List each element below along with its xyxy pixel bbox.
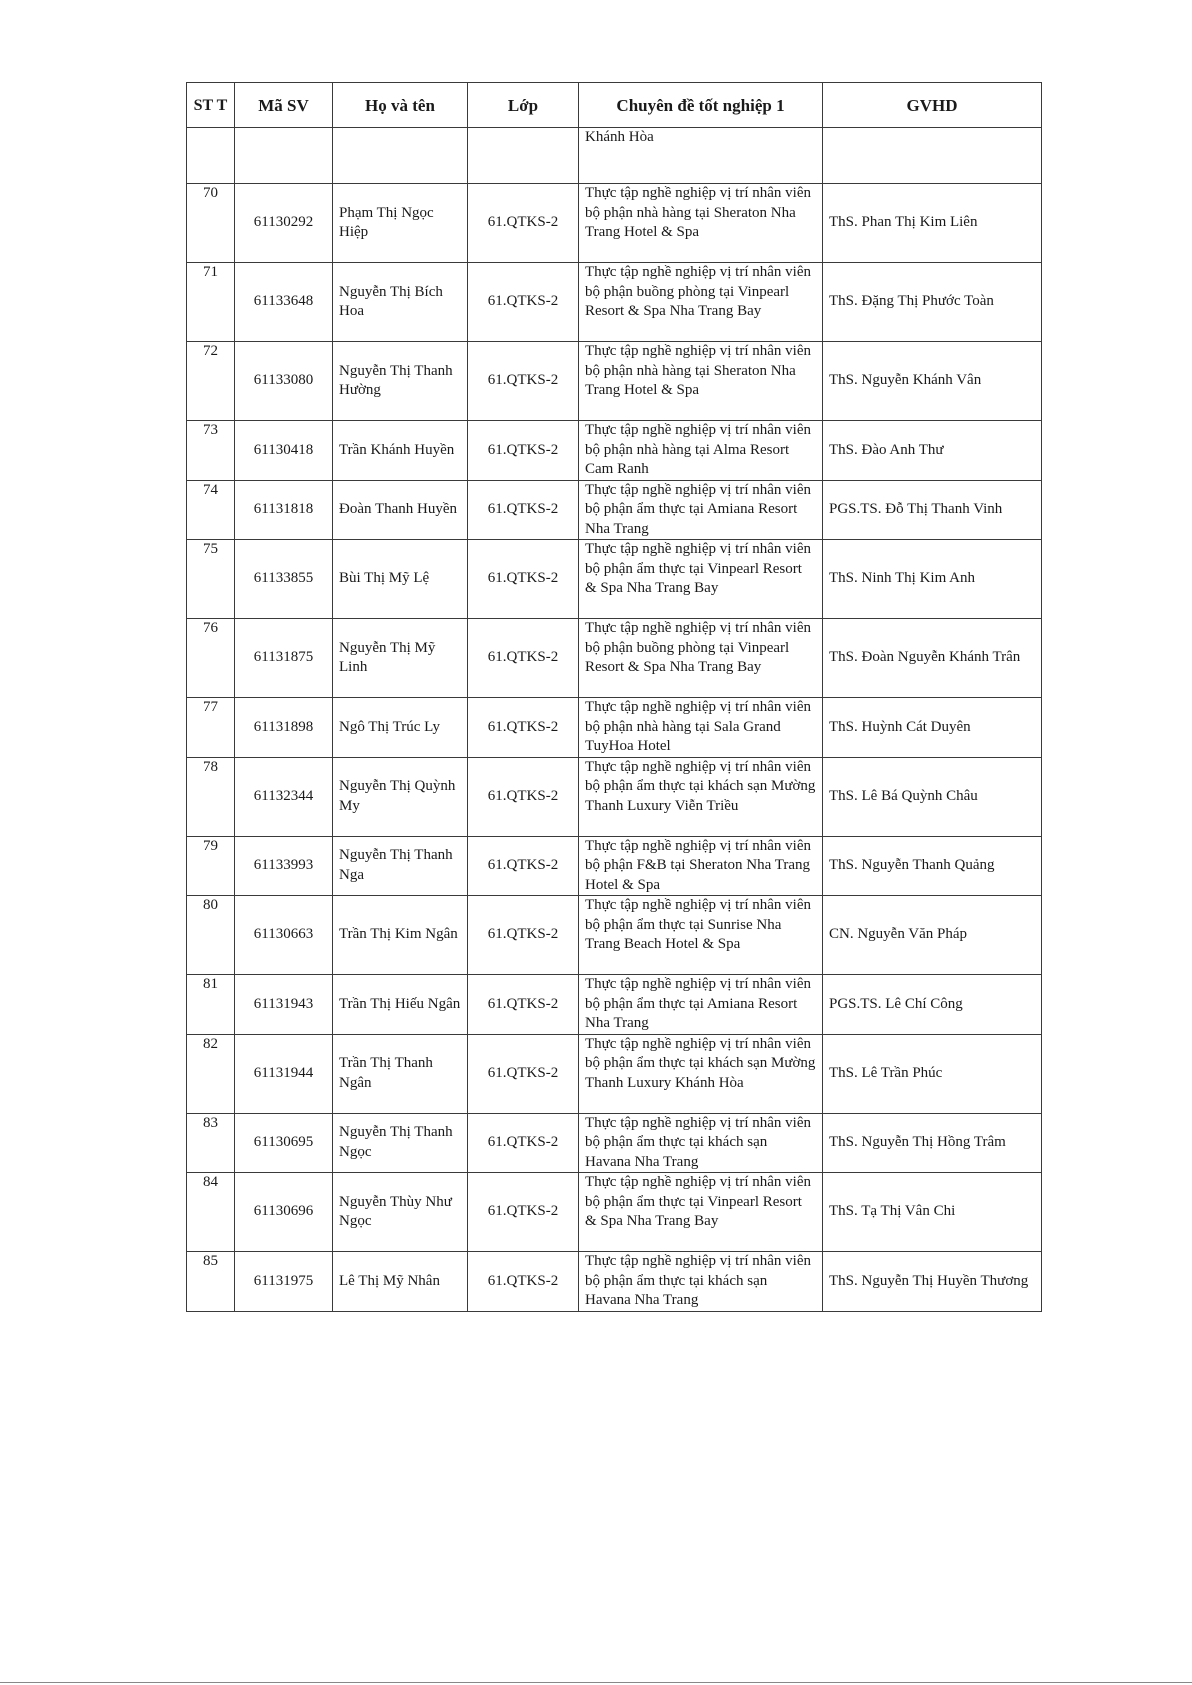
table-row bbox=[187, 480, 1042, 540]
header-lop: Lớp bbox=[468, 83, 579, 128]
chuyen-de-cell: Thực tập nghề nghiệp vị trí nhân viên bộ phận nhà hàng tại Sheraton Nha Trang Hotel & Spa bbox=[579, 184, 823, 263]
continuation-ho-ten bbox=[333, 128, 468, 184]
gvhd-cell: PGS.TS. Đỗ Thị Thanh Vinh bbox=[823, 480, 1042, 540]
header-row bbox=[187, 83, 1042, 128]
ho-ten-cell: Trần Thị Kim Ngân bbox=[333, 896, 468, 975]
ho-ten-cell: Nguyễn Thùy Như Ngọc bbox=[333, 1173, 468, 1252]
lop-cell: 61.QTKS-2 bbox=[468, 757, 579, 836]
lop-cell: 61.QTKS-2 bbox=[468, 896, 579, 975]
ho-ten-cell: Trần Thị Thanh Ngân bbox=[333, 1034, 468, 1113]
stt-cell: 83 bbox=[187, 1113, 235, 1173]
continuation-row bbox=[187, 128, 1042, 184]
ho-ten-cell: Đoàn Thanh Huyền bbox=[333, 480, 468, 540]
gvhd-cell: ThS. Phan Thị Kim Liên bbox=[823, 184, 1042, 263]
chuyen-de-cell: Thực tập nghề nghiệp vị trí nhân viên bộ phận ẩm thực tại khách sạn Mường Thanh Luxury Khánh Hòa bbox=[579, 1034, 823, 1113]
header-ho-ten: Họ và tên bbox=[333, 83, 468, 128]
stt-cell: 77 bbox=[187, 698, 235, 758]
lop-cell: 61.QTKS-2 bbox=[468, 184, 579, 263]
gvhd-cell: ThS. Nguyễn Thị Hồng Trâm bbox=[823, 1113, 1042, 1173]
stt-cell: 78 bbox=[187, 757, 235, 836]
ma-sv-cell: 61131875 bbox=[235, 619, 333, 698]
table-row bbox=[187, 421, 1042, 481]
continuation-ma-sv bbox=[235, 128, 333, 184]
stt-cell: 82 bbox=[187, 1034, 235, 1113]
continuation-topic: Khánh Hòa bbox=[579, 128, 823, 184]
gvhd-cell: ThS. Ninh Thị Kim Anh bbox=[823, 540, 1042, 619]
ma-sv-cell: 61130418 bbox=[235, 421, 333, 481]
gvhd-cell: ThS. Đào Anh Thư bbox=[823, 421, 1042, 481]
chuyen-de-cell: Thực tập nghề nghiệp vị trí nhân viên bộ phận ẩm thực tại khách sạn Mường Thanh Luxury Viễn Triều bbox=[579, 757, 823, 836]
table-row bbox=[187, 1173, 1042, 1252]
lop-cell: 61.QTKS-2 bbox=[468, 1173, 579, 1252]
chuyen-de-cell: Thực tập nghề nghiệp vị trí nhân viên bộ phận buồng phòng tại Vinpearl Resort & Spa Nha Trang Bay bbox=[579, 619, 823, 698]
ma-sv-cell: 61130695 bbox=[235, 1113, 333, 1173]
ho-ten-cell: Bùi Thị Mỹ Lệ bbox=[333, 540, 468, 619]
chuyen-de-cell: Thực tập nghề nghiệp vị trí nhân viên bộ phận ẩm thực tại khách sạn Havana Nha Trang bbox=[579, 1113, 823, 1173]
lop-cell: 61.QTKS-2 bbox=[468, 263, 579, 342]
lop-cell: 61.QTKS-2 bbox=[468, 342, 579, 421]
chuyen-de-cell: Thực tập nghề nghiệp vị trí nhân viên bộ phận ẩm thực tại Amiana Resort Nha Trang bbox=[579, 480, 823, 540]
chuyen-de-cell: Thực tập nghề nghiệp vị trí nhân viên bộ phận ẩm thực tại khách sạn Havana Nha Trang bbox=[579, 1252, 823, 1312]
gvhd-cell: ThS. Nguyễn Khánh Vân bbox=[823, 342, 1042, 421]
header-stt: ST T bbox=[187, 83, 235, 128]
lop-cell: 61.QTKS-2 bbox=[468, 480, 579, 540]
ma-sv-cell: 61131943 bbox=[235, 975, 333, 1035]
gvhd-cell: PGS.TS. Lê Chí Công bbox=[823, 975, 1042, 1035]
table-row bbox=[187, 263, 1042, 342]
table-row bbox=[187, 1113, 1042, 1173]
lop-cell: 61.QTKS-2 bbox=[468, 1252, 579, 1312]
continuation-stt bbox=[187, 128, 235, 184]
chuyen-de-cell: Thực tập nghề nghiệp vị trí nhân viên bộ phận ẩm thực tại Sunrise Nha Trang Beach Hotel & Spa bbox=[579, 896, 823, 975]
ho-ten-cell: Phạm Thị Ngọc Hiệp bbox=[333, 184, 468, 263]
student-table bbox=[186, 82, 1042, 1312]
chuyen-de-cell: Thực tập nghề nghiệp vị trí nhân viên bộ phận nhà hàng tại Alma Resort Cam Ranh bbox=[579, 421, 823, 481]
ho-ten-cell: Lê Thị Mỹ Nhân bbox=[333, 1252, 468, 1312]
lop-cell: 61.QTKS-2 bbox=[468, 619, 579, 698]
chuyen-de-cell: Thực tập nghề nghiệp vị trí nhân viên bộ phận buồng phòng tại Vinpearl Resort & Spa Nha Trang Bay bbox=[579, 263, 823, 342]
ma-sv-cell: 61133855 bbox=[235, 540, 333, 619]
lop-cell: 61.QTKS-2 bbox=[468, 698, 579, 758]
ma-sv-cell: 61133648 bbox=[235, 263, 333, 342]
ma-sv-cell: 61130696 bbox=[235, 1173, 333, 1252]
table-row bbox=[187, 619, 1042, 698]
continuation-lop bbox=[468, 128, 579, 184]
ho-ten-cell: Nguyễn Thị Mỹ Linh bbox=[333, 619, 468, 698]
stt-cell: 85 bbox=[187, 1252, 235, 1312]
stt-cell: 84 bbox=[187, 1173, 235, 1252]
gvhd-cell: ThS. Nguyễn Thị Huyền Thương bbox=[823, 1252, 1042, 1312]
table-row bbox=[187, 757, 1042, 836]
ho-ten-cell: Nguyễn Thị Quỳnh My bbox=[333, 757, 468, 836]
stt-cell: 75 bbox=[187, 540, 235, 619]
table-row bbox=[187, 896, 1042, 975]
ma-sv-cell: 61130663 bbox=[235, 896, 333, 975]
ho-ten-cell: Trần Thị Hiếu Ngân bbox=[333, 975, 468, 1035]
table-row bbox=[187, 836, 1042, 896]
ho-ten-cell: Nguyễn Thị Thanh Nga bbox=[333, 836, 468, 896]
table-row bbox=[187, 1034, 1042, 1113]
lop-cell: 61.QTKS-2 bbox=[468, 1113, 579, 1173]
ma-sv-cell: 61133080 bbox=[235, 342, 333, 421]
ho-ten-cell: Nguyễn Thị Thanh Hường bbox=[333, 342, 468, 421]
chuyen-de-cell: Thực tập nghề nghiệp vị trí nhân viên bộ phận nhà hàng tại Sala Grand TuyHoa Hotel bbox=[579, 698, 823, 758]
gvhd-cell: ThS. Lê Trần Phúc bbox=[823, 1034, 1042, 1113]
table-row bbox=[187, 1252, 1042, 1312]
ma-sv-cell: 61133993 bbox=[235, 836, 333, 896]
ma-sv-cell: 61132344 bbox=[235, 757, 333, 836]
stt-cell: 79 bbox=[187, 836, 235, 896]
table-body bbox=[187, 128, 1042, 1312]
ho-ten-cell: Ngô Thị Trúc Ly bbox=[333, 698, 468, 758]
stt-cell: 72 bbox=[187, 342, 235, 421]
ho-ten-cell: Nguyễn Thị Bích Hoa bbox=[333, 263, 468, 342]
table-row bbox=[187, 698, 1042, 758]
lop-cell: 61.QTKS-2 bbox=[468, 1034, 579, 1113]
ho-ten-cell: Nguyễn Thị Thanh Ngọc bbox=[333, 1113, 468, 1173]
stt-cell: 71 bbox=[187, 263, 235, 342]
chuyen-de-cell: Thực tập nghề nghiệp vị trí nhân viên bộ phận ẩm thực tại Vinpearl Resort & Spa Nha Trang Bay bbox=[579, 540, 823, 619]
gvhd-cell: ThS. Huỳnh Cát Duyên bbox=[823, 698, 1042, 758]
chuyen-de-cell: Thực tập nghề nghiệp vị trí nhân viên bộ phận ẩm thực tại Amiana Resort Nha Trang bbox=[579, 975, 823, 1035]
header-gvhd: GVHD bbox=[823, 83, 1042, 128]
gvhd-cell: ThS. Đoàn Nguyễn Khánh Trân bbox=[823, 619, 1042, 698]
ma-sv-cell: 61131898 bbox=[235, 698, 333, 758]
chuyen-de-cell: Thực tập nghề nghiệp vị trí nhân viên bộ phận ẩm thực tại Vinpearl Resort & Spa Nha Trang Bay bbox=[579, 1173, 823, 1252]
stt-cell: 73 bbox=[187, 421, 235, 481]
ma-sv-cell: 61130292 bbox=[235, 184, 333, 263]
stt-cell: 70 bbox=[187, 184, 235, 263]
ho-ten-cell: Trần Khánh Huyền bbox=[333, 421, 468, 481]
gvhd-cell: ThS. Đặng Thị Phước Toàn bbox=[823, 263, 1042, 342]
table-row bbox=[187, 975, 1042, 1035]
stt-cell: 81 bbox=[187, 975, 235, 1035]
lop-cell: 61.QTKS-2 bbox=[468, 836, 579, 896]
page-bottom-rule bbox=[0, 1682, 1192, 1683]
stt-cell: 76 bbox=[187, 619, 235, 698]
lop-cell: 61.QTKS-2 bbox=[468, 421, 579, 481]
table-row bbox=[187, 184, 1042, 263]
table-row bbox=[187, 540, 1042, 619]
ma-sv-cell: 61131975 bbox=[235, 1252, 333, 1312]
table-row bbox=[187, 342, 1042, 421]
lop-cell: 61.QTKS-2 bbox=[468, 540, 579, 619]
header-chuyen-de: Chuyên đề tốt nghiệp 1 bbox=[579, 83, 823, 128]
gvhd-cell: CN. Nguyễn Văn Pháp bbox=[823, 896, 1042, 975]
chuyen-de-cell: Thực tập nghề nghiệp vị trí nhân viên bộ phận nhà hàng tại Sheraton Nha Trang Hotel & Spa bbox=[579, 342, 823, 421]
gvhd-cell: ThS. Lê Bá Quỳnh Châu bbox=[823, 757, 1042, 836]
ma-sv-cell: 61131818 bbox=[235, 480, 333, 540]
lop-cell: 61.QTKS-2 bbox=[468, 975, 579, 1035]
header-ma-sv: Mã SV bbox=[235, 83, 333, 128]
ma-sv-cell: 61131944 bbox=[235, 1034, 333, 1113]
gvhd-cell: ThS. Nguyễn Thanh Quảng bbox=[823, 836, 1042, 896]
chuyen-de-cell: Thực tập nghề nghiệp vị trí nhân viên bộ phận F&B tại Sheraton Nha Trang Hotel & Spa bbox=[579, 836, 823, 896]
stt-cell: 74 bbox=[187, 480, 235, 540]
gvhd-cell: ThS. Tạ Thị Vân Chi bbox=[823, 1173, 1042, 1252]
continuation-gvhd bbox=[823, 128, 1042, 184]
stt-cell: 80 bbox=[187, 896, 235, 975]
